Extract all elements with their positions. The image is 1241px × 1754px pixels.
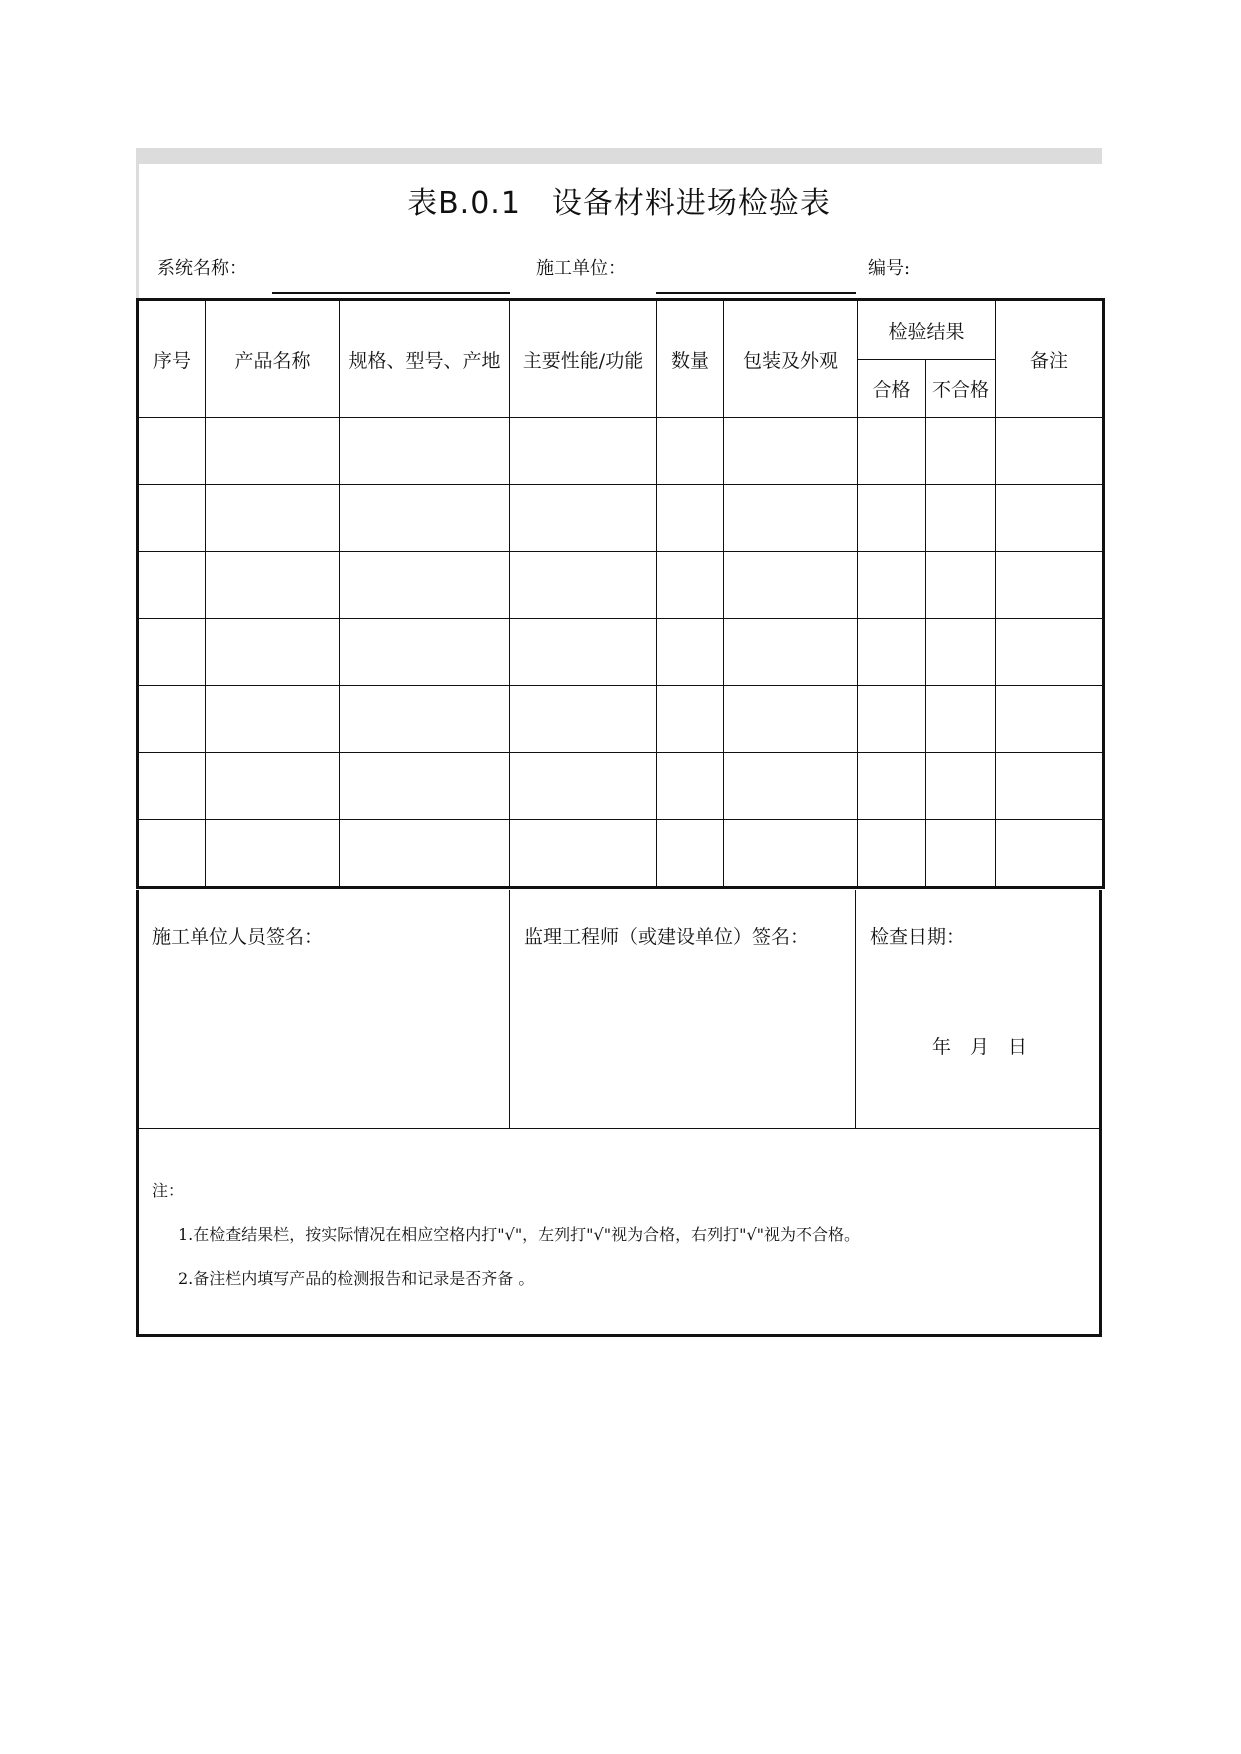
col-header-product-name: 产品名称 [206, 300, 340, 418]
cell-pass[interactable] [858, 552, 926, 619]
cell-quantity[interactable] [657, 418, 724, 485]
cell-pass[interactable] [858, 485, 926, 552]
cell-fail[interactable] [926, 753, 996, 820]
notes-heading: 注： [152, 1181, 185, 1200]
cell-seq[interactable] [138, 820, 206, 888]
cell-spec[interactable] [340, 820, 510, 888]
cell-packaging[interactable] [724, 485, 858, 552]
cell-remarks[interactable] [996, 485, 1104, 552]
cell-pass[interactable] [858, 820, 926, 888]
form-title: 表B.0.1 设备材料进场检验表 [407, 186, 831, 221]
cell-spec[interactable] [340, 753, 510, 820]
cell-fail[interactable] [926, 820, 996, 888]
cell-performance[interactable] [510, 820, 657, 888]
cell-quantity[interactable] [657, 619, 724, 686]
col-header-performance: 主要性能/功能 [510, 300, 657, 418]
system-name-field[interactable] [272, 292, 510, 294]
col-header-fail: 不合格 [926, 360, 996, 418]
construction-staff-signature-label: 施工单位人员签名： [152, 926, 324, 948]
cell-remarks[interactable] [996, 686, 1104, 753]
table-row [138, 753, 1104, 820]
cell-seq[interactable] [138, 686, 206, 753]
cell-product-name[interactable] [206, 753, 340, 820]
construction-unit-field[interactable] [656, 292, 856, 294]
note-item: 2.备注栏内填写产品的检测报告和记录是否齐备 。 [178, 1269, 535, 1288]
cell-seq[interactable] [138, 552, 206, 619]
table-row [138, 552, 1104, 619]
col-header-pass: 合格 [858, 360, 926, 418]
col-header-seq: 序号 [138, 300, 206, 418]
cell-product-name[interactable] [206, 418, 340, 485]
cell-spec[interactable] [340, 552, 510, 619]
cell-quantity[interactable] [657, 753, 724, 820]
system-name-label: 系统名称： [157, 258, 247, 279]
col-header-remarks: 备注 [996, 300, 1104, 418]
col-header-spec: 规格、型号、产地 [340, 300, 510, 418]
cell-seq[interactable] [138, 418, 206, 485]
cell-remarks[interactable] [996, 820, 1104, 888]
cell-packaging[interactable] [724, 418, 858, 485]
cell-pass[interactable] [858, 619, 926, 686]
note-item: 1.在检查结果栏，按实际情况在相应空格内打"√"，左列打"√"视为合格，右列打"√"视为不合格。 [178, 1225, 861, 1244]
table-row [138, 418, 1104, 485]
cell-performance[interactable] [510, 686, 657, 753]
date-format-text: 年 月 日 [932, 1036, 1028, 1058]
cell-performance[interactable] [510, 619, 657, 686]
col-header-inspection-result: 检验结果 [858, 300, 996, 360]
cell-packaging[interactable] [724, 753, 858, 820]
cell-packaging[interactable] [724, 619, 858, 686]
inspection-table [136, 298, 1105, 889]
cell-spec[interactable] [340, 686, 510, 753]
cell-fail[interactable] [926, 619, 996, 686]
cell-seq[interactable] [138, 485, 206, 552]
cell-remarks[interactable] [996, 619, 1104, 686]
cell-spec[interactable] [340, 619, 510, 686]
cell-pass[interactable] [858, 418, 926, 485]
col-header-quantity: 数量 [657, 300, 724, 418]
cell-fail[interactable] [926, 485, 996, 552]
cell-product-name[interactable] [206, 686, 340, 753]
table-row [138, 820, 1104, 888]
table-row [138, 485, 1104, 552]
cell-product-name[interactable] [206, 619, 340, 686]
cell-packaging[interactable] [724, 820, 858, 888]
cell-performance[interactable] [510, 552, 657, 619]
cell-remarks[interactable] [996, 753, 1104, 820]
supervisor-signature-label: 监理工程师（或建设单位）签名： [524, 926, 810, 948]
cell-product-name[interactable] [206, 485, 340, 552]
cell-seq[interactable] [138, 753, 206, 820]
cell-spec[interactable] [340, 485, 510, 552]
number-label: 编号: [868, 258, 911, 279]
cell-fail[interactable] [926, 418, 996, 485]
cell-quantity[interactable] [657, 485, 724, 552]
cell-packaging[interactable] [724, 552, 858, 619]
table-row [138, 686, 1104, 753]
cell-product-name[interactable] [206, 820, 340, 888]
table-row [138, 619, 1104, 686]
cell-quantity[interactable] [657, 552, 724, 619]
cell-quantity[interactable] [657, 686, 724, 753]
cell-pass[interactable] [858, 753, 926, 820]
col-header-packaging: 包装及外观 [724, 300, 858, 418]
inspection-date-label: 检查日期： [870, 926, 966, 948]
cell-product-name[interactable] [206, 552, 340, 619]
construction-unit-label: 施工单位： [536, 258, 626, 279]
cell-performance[interactable] [510, 418, 657, 485]
cell-performance[interactable] [510, 485, 657, 552]
cell-spec[interactable] [340, 418, 510, 485]
cell-packaging[interactable] [724, 686, 858, 753]
cell-remarks[interactable] [996, 418, 1104, 485]
cell-fail[interactable] [926, 686, 996, 753]
cell-performance[interactable] [510, 753, 657, 820]
header-band [136, 148, 1102, 164]
cell-seq[interactable] [138, 619, 206, 686]
cell-pass[interactable] [858, 686, 926, 753]
cell-quantity[interactable] [657, 820, 724, 888]
cell-remarks[interactable] [996, 552, 1104, 619]
cell-fail[interactable] [926, 552, 996, 619]
